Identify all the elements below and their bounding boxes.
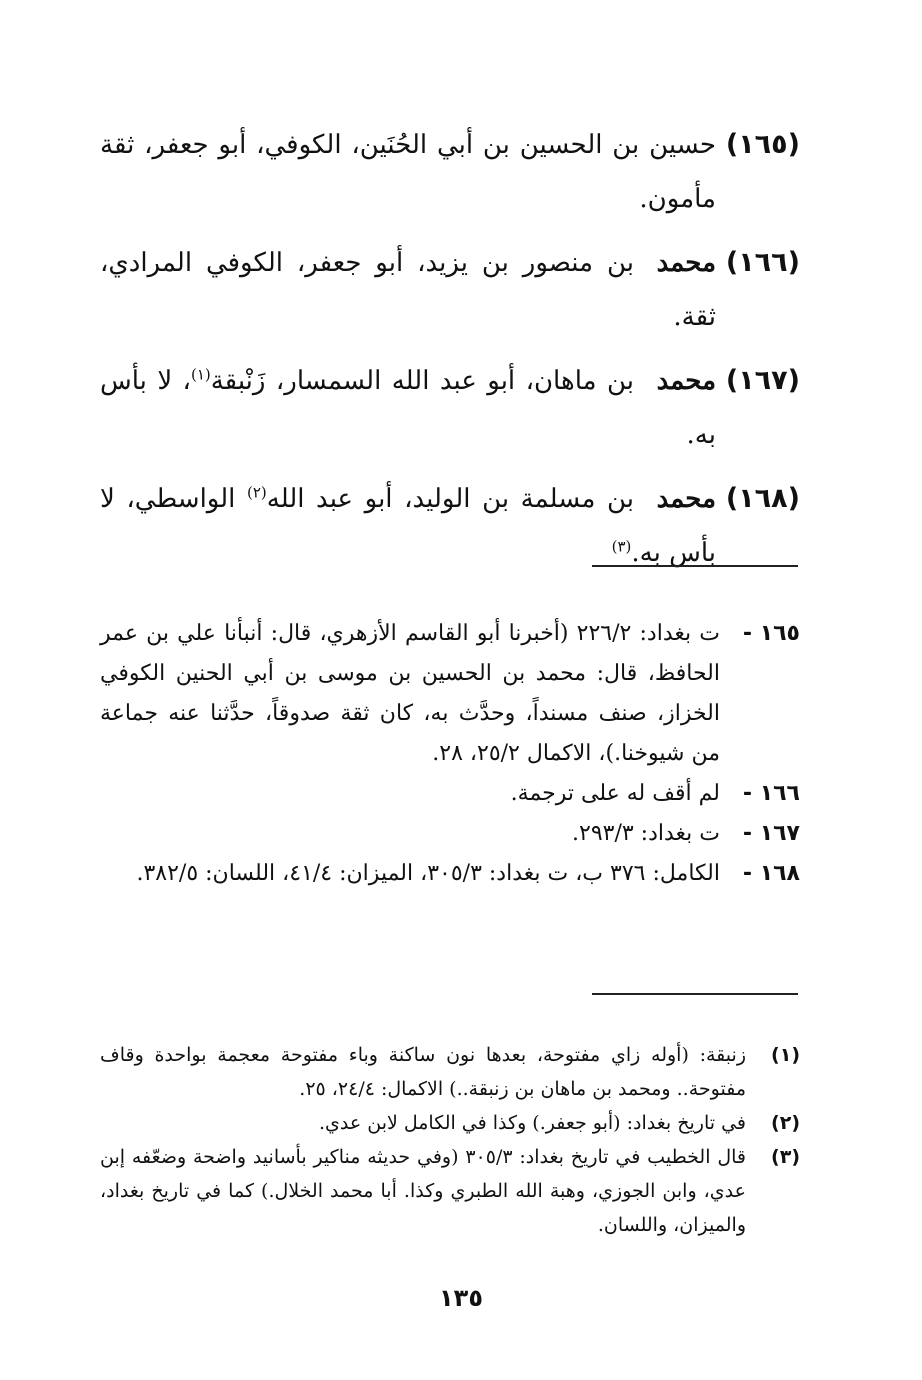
source-item [100,814,800,854]
entry-text [100,354,716,462]
entry-body-tail: الواسطي، لا بأس به. [100,484,716,568]
entry-166 [100,236,800,344]
source-number: ١٦٧ - [742,821,800,846]
page-number: ١٣٥ [439,1284,483,1312]
section-divider [592,565,798,567]
footnote-ref[interactable]: (١) [190,365,211,384]
footnote-text: في تاريخ بغداد: (أبو جعفر.) وكذا في الكامل لابن عدي. [318,1112,746,1134]
source-text: الكامل: ٣٧٦ ب، ت بغداد: ٣٠٥/٣، الميزان: ٤١/٤، اللسان: ٣٨٢/٥. [136,861,720,886]
footnote-item [100,1106,800,1140]
entry-name: محمد [656,248,716,278]
source-number: ١٦٦ - [742,781,800,806]
footnote-item [100,1038,800,1106]
footnote-text: زنبقة: (أوله زاي مفتوحة، بعدها نون ساكنة وباء مفتوحة معجمة بواحدة وقاف مفتوحة.. ومحمد بن ماهان بن زنبقة..) الاكمال: ٢٤/٤، ٢٥. [100,1044,746,1100]
entry-number: (١٦٥) [725,129,800,160]
entry-168 [100,472,800,580]
source-item [100,854,800,894]
footnote-number: (٢) [771,1112,800,1134]
sources-list [100,614,800,894]
source-text: ت بغداد: ٢٩٣/٣. [572,821,720,846]
source-text: لم أقف له على ترجمة. [510,781,720,806]
entry-name: محمد [656,484,716,514]
entry-number: (١٦٨) [725,483,800,514]
entry-text [100,472,716,580]
entry-body-text: بن ماهان، أبو عبد الله السمسار، زَنْبقة [210,366,634,396]
footnotes-list [100,1038,800,1242]
source-text: ت بغداد: ٢٢٦/٢ (أخبرنا أبو القاسم الأزهري، قال: أنبأنا علي بن عمر الحافظ، قال: محمد بن الحسين بن موسى بن أبي الحنين الكوفي الخزاز، صنف مسنداً، وحدَّث به، كان ثقة صدوقاً، حدَّثنا عنه جماعة من شيوخنا.)، الاكمال ٢٥/٢، ٢٨. [100,621,721,766]
footnote-item [100,1140,800,1242]
source-number: ١٦٥ - [742,621,800,646]
source-item [100,614,800,774]
entry-body-text: حسين بن الحسين بن أبي الحُنَين، الكوفي، أبو جعفر، ثقة مأمون. [100,130,716,214]
entry-body-text: بن منصور بن يزيد، أبو جعفر، الكوفي المرادي، ثقة. [100,248,716,332]
entry-text [100,118,716,226]
entry-text [100,236,716,344]
footnote-divider [592,993,798,995]
entry-name: محمد [656,366,716,396]
entry-number: (١٦٧) [725,365,800,396]
entry-body-tail: ، لا بأس به. [100,366,716,450]
entry-165 [100,118,800,226]
footnote-ref[interactable]: (٢) [246,483,267,502]
entries-list [100,118,800,590]
footnote-ref[interactable]: (٣) [611,537,632,556]
entry-body-text: بن مسلمة بن الوليد، أبو عبد الله [266,484,634,514]
footnote-number: (٣) [771,1146,800,1168]
source-number: ١٦٨ - [742,861,800,886]
entry-number: (١٦٦) [725,247,800,278]
source-item [100,774,800,814]
entry-167 [100,354,800,462]
footnote-text: قال الخطيب في تاريخ بغداد: ٣٠٥/٣ (وفي حديثه مناكير بأسانيد واضحة وضعّفه إبن عدي، وابن الجوزي، وهبة الله الطبري وكذا. أبا محمد الخلال.) كما في تاريخ بغداد، والميزان، واللسان. [100,1146,746,1236]
footnote-number: (١) [771,1044,800,1066]
